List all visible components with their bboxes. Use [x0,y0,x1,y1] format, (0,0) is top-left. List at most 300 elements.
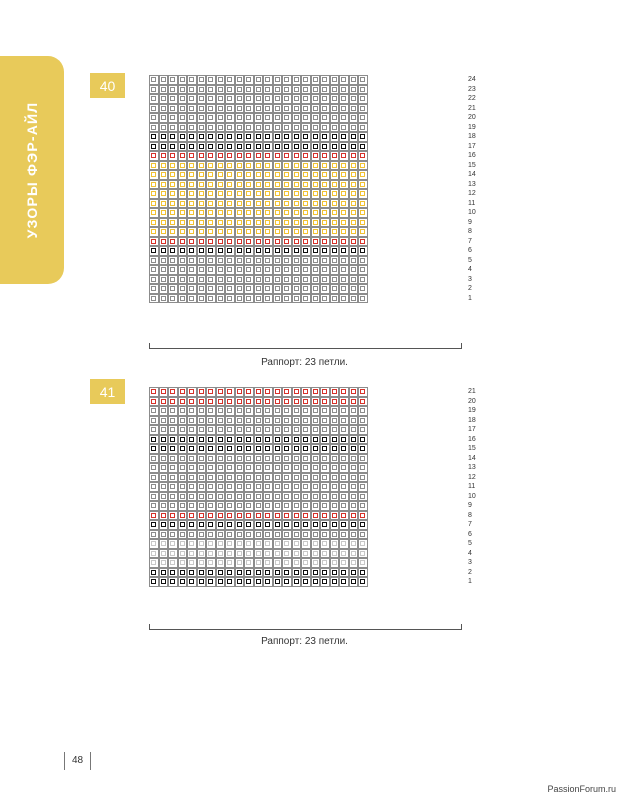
stitch-cell [282,199,292,209]
stitch-cell [339,265,349,275]
row-number: 19 [468,123,476,131]
stitch-cell [178,151,188,161]
stitch-cell [225,161,235,171]
stitch-cell [301,558,311,568]
chart-row [149,511,472,521]
stitch-cell [149,501,159,511]
stitch-cell [244,246,254,256]
stitch-cell [149,132,159,142]
stitch-cell [282,387,292,397]
stitch-cell [301,397,311,407]
stitch-cell [311,416,321,426]
row-number: 24 [468,76,476,83]
stitch-cell [320,444,330,454]
stitch-cell [254,501,264,511]
stitch-cell [244,142,254,152]
stitch-cell [330,539,340,549]
stitch-cell [292,473,302,483]
stitch-cell [254,265,264,275]
stitch-cell [168,246,178,256]
stitch-cell [178,199,188,209]
stitch-cell [216,85,226,95]
stitch-cell [197,275,207,285]
stitch-cell [339,577,349,587]
stitch-cell [358,549,368,559]
stitch-cell [168,473,178,483]
stitch-cell [320,189,330,199]
stitch-cell [339,256,349,266]
stitch-cell [320,397,330,407]
stitch-cell [178,161,188,171]
stitch-cell [282,104,292,114]
stitch-cell [330,180,340,190]
stitch-cell [282,482,292,492]
stitch-cell [244,256,254,266]
stitch-cell [149,473,159,483]
stitch-cell [235,170,245,180]
stitch-cell [168,511,178,521]
stitch-cell [235,151,245,161]
stitch-cell [168,568,178,578]
stitch-cell [168,275,178,285]
stitch-cell [225,397,235,407]
stitch-cell [149,151,159,161]
stitch-cell [320,246,330,256]
stitch-cell [273,416,283,426]
stitch-cell [149,94,159,104]
stitch-cell [358,387,368,397]
stitch-cell [273,256,283,266]
stitch-cell [149,170,159,180]
stitch-cell [273,275,283,285]
stitch-cell [206,218,216,228]
stitch-cell [168,416,178,426]
stitch-cell [235,397,245,407]
stitch-cell [339,473,349,483]
stitch-cell [358,511,368,521]
stitch-cell [339,189,349,199]
stitch-cell [311,208,321,218]
stitch-cell [263,463,273,473]
stitch-cell [282,530,292,540]
stitch-cell [244,151,254,161]
stitch-cell [349,482,359,492]
stitch-cell [339,151,349,161]
stitch-cell [168,170,178,180]
stitch-cell [254,104,264,114]
row-number: 4 [468,549,472,557]
stitch-cell [273,387,283,397]
stitch-cell [263,218,273,228]
stitch-cell [263,256,273,266]
stitch-cell [301,549,311,559]
stitch-cell [178,416,188,426]
stitch-cell [149,275,159,285]
stitch-cell [339,454,349,464]
stitch-cell [187,132,197,142]
stitch-cell [263,387,273,397]
stitch-cell [282,227,292,237]
stitch-cell [301,227,311,237]
stitch-cell [358,444,368,454]
stitch-cell [292,284,302,294]
stitch-cell [197,520,207,530]
stitch-cell [273,237,283,247]
row-number: 20 [468,114,476,121]
stitch-cell [263,416,273,426]
stitch-cell [301,387,311,397]
stitch-cell [254,463,264,473]
stitch-cell [263,577,273,587]
stitch-cell [301,511,311,521]
stitch-cell [273,558,283,568]
stitch-cell [159,94,169,104]
stitch-cell [273,208,283,218]
stitch-cell [254,132,264,142]
chart-row [149,435,476,445]
stitch-cell [159,454,169,464]
stitch-cell [282,123,292,133]
stitch-cell [197,218,207,228]
stitch-cell [235,454,245,464]
stitch-cell [235,558,245,568]
stitch-cell [244,218,254,228]
stitch-cell [311,237,321,247]
stitch-cell [235,463,245,473]
stitch-cell [168,151,178,161]
chart-number-badge: 41 [90,379,125,404]
stitch-cell [254,294,264,304]
stitch-cell [244,397,254,407]
stitch-cell [159,123,169,133]
stitch-cell [235,501,245,511]
stitch-cell [311,227,321,237]
stitch-cell [263,151,273,161]
stitch-cell [273,482,283,492]
stitch-cell [339,227,349,237]
stitch-cell [187,294,197,304]
stitch-cell [254,170,264,180]
stitch-cell [187,218,197,228]
stitch-cell [235,256,245,266]
stitch-cell [273,492,283,502]
row-number: 15 [468,445,476,452]
stitch-cell [225,208,235,218]
stitch-cell [159,227,169,237]
stitch-cell [244,511,254,521]
stitch-cell [216,104,226,114]
stitch-cell [349,492,359,502]
stitch-cell [273,520,283,530]
stitch-cell [301,218,311,228]
stitch-cell [301,520,311,530]
stitch-cell [273,180,283,190]
stitch-cell [187,180,197,190]
stitch-cell [349,454,359,464]
row-number: 3 [468,275,472,283]
stitch-cell [358,161,368,171]
stitch-cell [235,294,245,304]
stitch-cell [225,425,235,435]
stitch-cell [301,435,311,445]
stitch-cell [254,256,264,266]
chart-row [149,123,476,133]
stitch-cell [339,444,349,454]
stitch-cell [301,425,311,435]
stitch-cell [282,161,292,171]
stitch-cell [159,208,169,218]
stitch-cell [168,549,178,559]
stitch-cell [206,208,216,218]
stitch-cell [311,94,321,104]
stitch-cell [244,161,254,171]
stitch-cell [197,549,207,559]
stitch-cell [187,530,197,540]
stitch-cell [358,170,368,180]
stitch-cell [197,435,207,445]
stitch-cell [178,189,188,199]
row-number: 5 [468,256,472,264]
stitch-cell [244,482,254,492]
row-number: 23 [468,85,476,93]
stitch-cell [244,425,254,435]
stitch-cell [292,435,302,445]
stitch-cell [263,189,273,199]
stitch-cell [187,549,197,559]
stitch-cell [339,208,349,218]
stitch-cell [244,265,254,275]
stitch-cell [168,463,178,473]
stitch-cell [292,170,302,180]
stitch-cell [159,218,169,228]
stitch-cell [311,473,321,483]
stitch-cell [225,199,235,209]
stitch-cell [206,227,216,237]
stitch-cell [235,123,245,133]
stitch-cell [159,275,169,285]
stitch-cell [206,132,216,142]
row-number: 22 [468,95,476,102]
stitch-cell [339,113,349,123]
stitch-cell [206,568,216,578]
stitch-cell [197,463,207,473]
stitch-cell [349,237,359,247]
stitch-cell [301,539,311,549]
stitch-cell [282,435,292,445]
stitch-cell [149,482,159,492]
stitch-cell [282,170,292,180]
stitch-cell [206,435,216,445]
stitch-cell [235,199,245,209]
stitch-cell [330,199,340,209]
stitch-cell [225,463,235,473]
stitch-cell [235,444,245,454]
stitch-cell [311,113,321,123]
stitch-cell [263,444,273,454]
stitch-cell [225,180,235,190]
stitch-cell [311,406,321,416]
stitch-cell [187,113,197,123]
stitch-cell [349,501,359,511]
stitch-cell [254,94,264,104]
stitch-cell [349,199,359,209]
stitch-cell [358,406,368,416]
stitch-cell [216,265,226,275]
stitch-cell [216,180,226,190]
stitch-cell [292,406,302,416]
stitch-cell [320,539,330,549]
row-number: 13 [468,464,476,471]
stitch-cell [339,85,349,95]
stitch-cell [282,275,292,285]
stitch-cell [282,463,292,473]
stitch-cell [178,511,188,521]
stitch-cell [168,218,178,228]
stitch-cell [159,530,169,540]
stitch-cell [292,539,302,549]
stitch-cell [235,284,245,294]
stitch-cell [159,463,169,473]
stitch-cell [159,265,169,275]
stitch-cell [292,113,302,123]
stitch-cell [168,237,178,247]
stitch-cell [339,387,349,397]
stitch-cell [225,85,235,95]
stitch-cell [178,218,188,228]
stitch-cell [225,75,235,85]
stitch-cell [320,406,330,416]
row-number: 8 [468,228,472,235]
stitch-cell [187,75,197,85]
stitch-cell [330,492,340,502]
stitch-cell [282,265,292,275]
stitch-cell [292,218,302,228]
watermark: PassionForum.ru [547,784,616,794]
stitch-cell [282,549,292,559]
stitch-cell [254,416,264,426]
chart-row [149,294,472,304]
chart-row [149,151,476,161]
stitch-cell [339,75,349,85]
stitch-cell [282,294,292,304]
stitch-cell [216,406,226,416]
stitch-cell [311,530,321,540]
chart-row [149,577,472,587]
stitch-cell [292,444,302,454]
row-number: 10 [468,492,476,500]
stitch-cell [159,142,169,152]
stitch-cell [292,104,302,114]
stitch-cell [330,406,340,416]
stitch-cell [216,454,226,464]
chart-row [149,132,476,142]
stitch-cell [187,473,197,483]
stitch-cell [301,123,311,133]
stitch-cell [168,577,178,587]
stitch-cell [216,208,226,218]
stitch-cell [311,511,321,521]
chart-row [149,568,472,578]
stitch-cell [225,294,235,304]
row-number: 14 [468,171,476,178]
row-number: 19 [468,407,476,414]
stitch-cell [168,142,178,152]
stitch-cell [282,256,292,266]
stitch-cell [292,265,302,275]
stitch-cell [178,473,188,483]
stitch-cell [159,180,169,190]
stitch-cell [216,397,226,407]
stitch-cell [168,161,178,171]
stitch-cell [292,294,302,304]
stitch-cell [149,256,159,266]
stitch-cell [187,237,197,247]
stitch-cell [254,142,264,152]
stitch-cell [187,170,197,180]
chart-row [149,425,476,435]
stitch-cell [358,75,368,85]
stitch-cell [330,444,340,454]
stitch-cell [254,284,264,294]
stitch-cell [320,568,330,578]
stitch-cell [273,397,283,407]
stitch-cell [159,294,169,304]
stitch-cell [197,113,207,123]
stitch-cell [292,123,302,133]
stitch-cell [330,246,340,256]
row-number: 1 [468,294,472,302]
stitch-cell [216,473,226,483]
chart-row [149,218,472,228]
stitch-cell [311,85,321,95]
stitch-cell [263,208,273,218]
stitch-cell [311,454,321,464]
stitch-cell [168,284,178,294]
stitch-cell [282,577,292,587]
stitch-cell [273,425,283,435]
stitch-cell [178,444,188,454]
stitch-cell [330,284,340,294]
stitch-cell [358,539,368,549]
stitch-cell [263,558,273,568]
stitch-cell [149,558,159,568]
stitch-cell [358,435,368,445]
stitch-cell [330,218,340,228]
stitch-cell [178,227,188,237]
stitch-cell [330,425,340,435]
stitch-cell [149,520,159,530]
stitch-cell [178,492,188,502]
stitch-cell [206,454,216,464]
stitch-cell [178,85,188,95]
stitch-cell [263,284,273,294]
stitch-cell [244,558,254,568]
stitch-cell [273,473,283,483]
stitch-cell [330,387,340,397]
stitch-cell [216,501,226,511]
stitch-cell [320,387,330,397]
row-number: 7 [468,237,472,245]
stitch-cell [235,511,245,521]
stitch-cell [187,246,197,256]
stitch-cell [292,189,302,199]
stitch-cell [282,237,292,247]
stitch-cell [178,454,188,464]
stitch-cell [197,85,207,95]
chart-row [149,275,472,285]
stitch-cell [168,180,178,190]
chart-row [149,256,472,266]
